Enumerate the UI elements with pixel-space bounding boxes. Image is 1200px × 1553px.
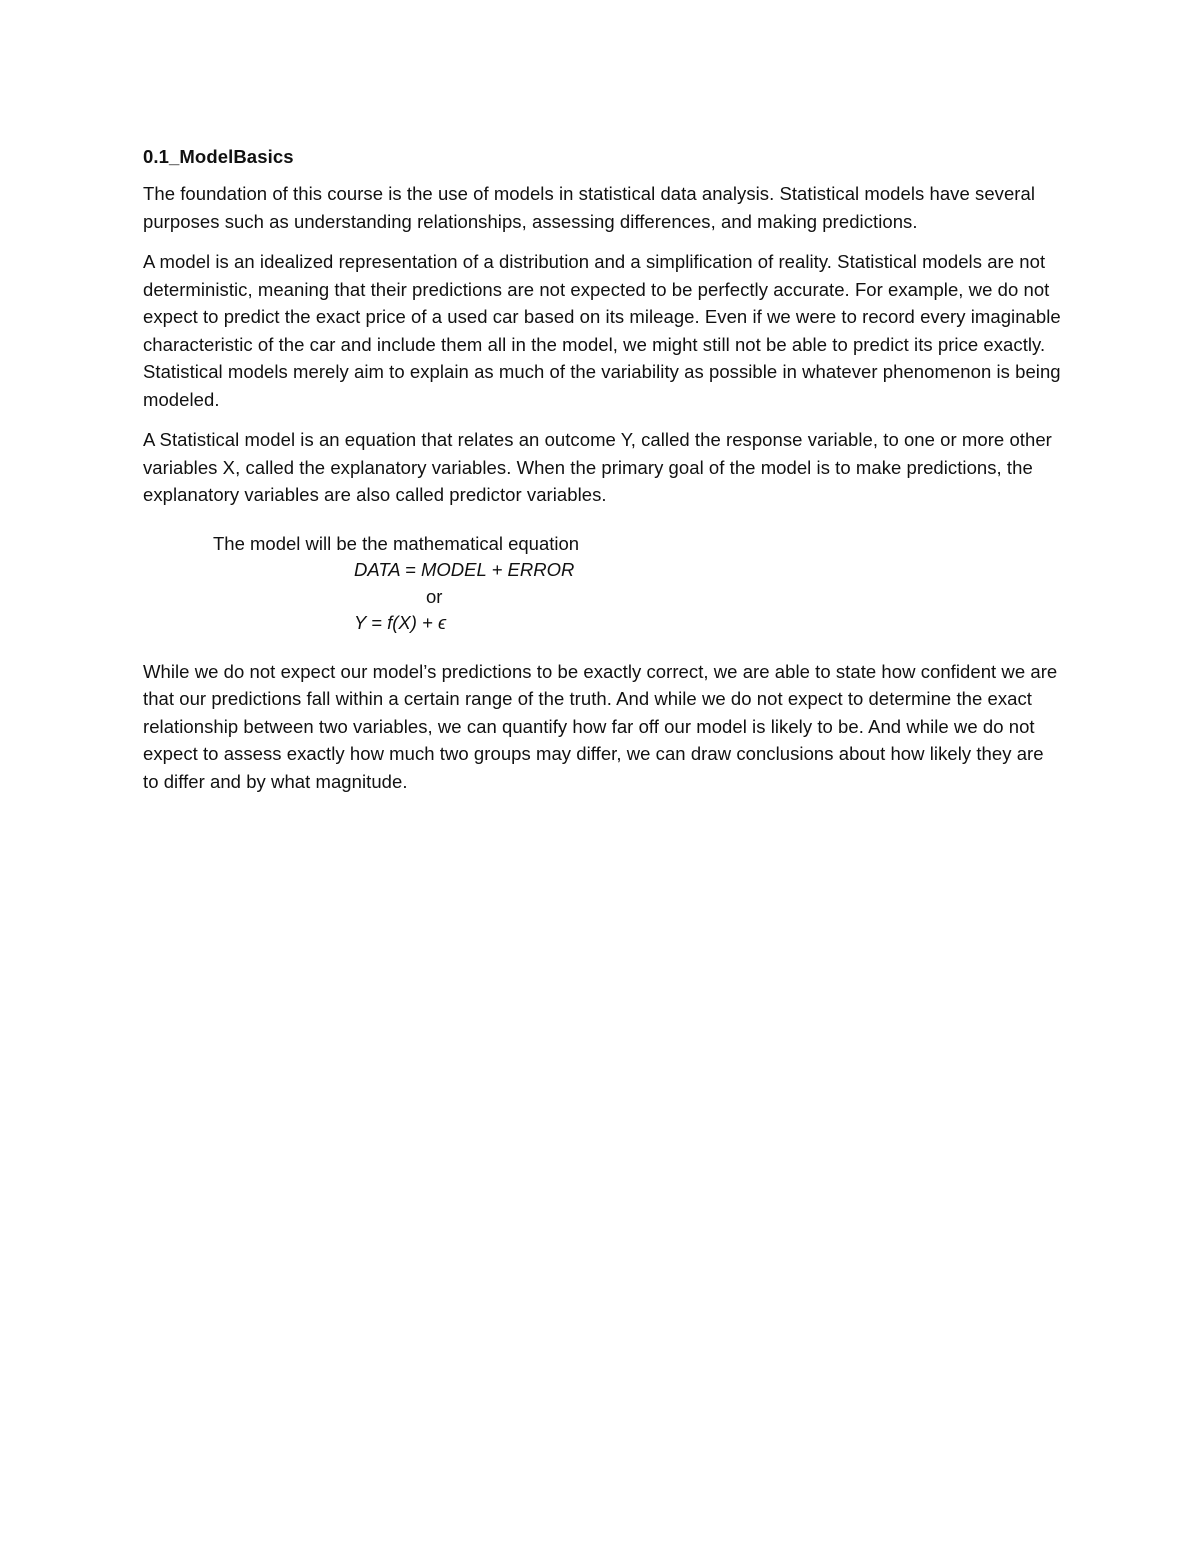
equation-intro: The model will be the mathematical equation bbox=[213, 532, 580, 554]
document-body bbox=[143, 143, 1063, 808]
equation-data-model-error: DATA = MODEL + ERROR bbox=[354, 559, 575, 580]
paragraph-statistical-model: A Statistical model is an equation that relates an outcome Y, called the response variable, to one or more other variables X, called the explanatory variables. When the primary goal of the model is to make predictions, the explanatory variables are also called predictor variables. bbox=[143, 429, 1052, 505]
equation-y-fx: Y = f(X) + ϵ bbox=[354, 612, 447, 633]
paragraph-model-definition: A model is an idealized representation of a distribution and a simplification of reality. Statistical models are not deterministic, meaning that their predictions are not expected to be perfectly accurate. For example, we do not expect to predict the exact price of a used car based on its mileage. Even if we were to record every imaginable characteristic of the car and include them all in the model, we might still not be able to predict its price exactly. Statistical models merely aim to explain as much of the variability as possible in whatever phenomenon is being modeled. bbox=[143, 251, 1061, 410]
paragraph-foundation: The foundation of this course is the use of models in statistical data analysis. Statistical models have several purposes such as understanding relationships, assessing differences, and making predictions. bbox=[143, 183, 1035, 232]
equation-or: or bbox=[426, 585, 443, 607]
equation-block bbox=[143, 531, 1063, 637]
paragraph-closing: While we do not expect our model’s predictions to be exactly correct, we are able to state how confident we are that our predictions fall within a certain range of the truth. And while we do not expect to determine the exact relationship between two variables, we can quantify how far off our model is likely to be. And while we do not expect to assess exactly how much two groups may differ, we can draw conclusions about how likely they are to differ and by what magnitude. bbox=[143, 660, 1058, 792]
section-heading: 0.1_ModelBasics bbox=[143, 146, 294, 167]
